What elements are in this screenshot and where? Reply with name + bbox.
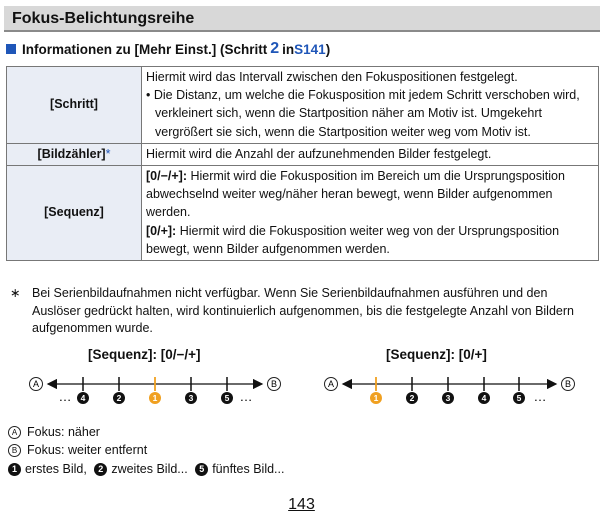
tick-number: 3 (445, 393, 451, 403)
end-b-letter: B (564, 379, 572, 389)
tick-number: 1 (373, 393, 379, 403)
row-key: [Schritt] (7, 67, 142, 144)
page-number: 143 (288, 496, 315, 513)
subheading-mid: in (282, 41, 295, 57)
circle-b-icon: B (8, 444, 21, 457)
subheading-prefix: Informationen zu [Mehr Einst.] (Schritt (22, 41, 268, 57)
tick-number: 3 (188, 393, 194, 403)
tick-number: 1 (152, 393, 158, 403)
blue-square-icon (6, 44, 16, 54)
number-2-icon: 2 (94, 463, 107, 476)
legend-numbers (8, 462, 284, 476)
diagram-label-right: [Sequenz]: [0/+] (386, 347, 487, 362)
footnote-text: Bei Serienbildaufnahmen nicht verfügbar. Wenn Sie Serienbildaufnahmen ausführen und den Auslöser gedrückt halten, wird kontinuierlich aufgenommen, bis die festgelegte Anzahl von Bildern aufgenommen wurde. (32, 286, 574, 335)
end-a-letter: A (327, 379, 335, 389)
end-b-letter: B (270, 379, 278, 389)
ellipsis: … (58, 389, 72, 404)
row-key: [Sequenz] (7, 166, 142, 261)
row-line: Hiermit wird das Intervall zwischen den Fokuspositionen festgelegt. (146, 70, 518, 84)
ellipsis-trailing: … (239, 389, 253, 404)
legend-a-text: Fokus: näher (27, 425, 100, 439)
tick-number: 4 (80, 393, 86, 403)
legend-item-b (8, 443, 147, 457)
table-row (7, 67, 599, 144)
number-5-icon: 5 (195, 463, 208, 476)
circle-a-icon: A (8, 426, 21, 439)
diagram-label-left: [Sequenz]: [0/−/+] (88, 347, 201, 362)
tick-number: 2 (116, 393, 122, 403)
tick-number: 2 (409, 393, 415, 403)
section-subheading (6, 40, 330, 58)
tick-number: 5 (516, 393, 522, 403)
footnote-mark: ∗ (10, 286, 21, 300)
diagram-right (325, 377, 575, 404)
row-value (142, 143, 599, 165)
row-value (142, 67, 599, 144)
row-key: [Bildzähler]* (7, 143, 142, 165)
legend-n1-text: erstes Bild, (25, 462, 91, 476)
row-line: Hiermit wird die Anzahl der aufzunehmenden Bilder festgelegt. (146, 146, 492, 161)
legend-n5-text: fünftes Bild... (212, 462, 285, 476)
end-a-letter: A (32, 379, 40, 389)
settings-table (6, 66, 599, 261)
subheading-step: 2 (270, 40, 280, 57)
focus-sequence-diagrams (0, 368, 603, 412)
legend-n2-text: zweites Bild... (111, 462, 192, 476)
number-1-icon: 1 (8, 463, 21, 476)
legend-item-a (8, 425, 100, 439)
tick-number: 5 (224, 393, 230, 403)
sequence-item: [0/+]: Hiermit wird die Fokusposition weiter weg von der Ursprungsposition bewegt, wenn Bilder aufgenommen werden. (146, 223, 560, 256)
ellipsis-trailing: … (533, 389, 547, 404)
row-value (142, 166, 599, 261)
footnote (10, 285, 595, 338)
diagram-left (30, 377, 281, 404)
legend-b-text: Fokus: weiter entfernt (27, 443, 148, 457)
subheading-suffix: ) (325, 41, 331, 57)
row-bullet: • Die Distanz, um welche die Fokusposition mit jedem Schritt verschoben wird, verkleinert sich, wenn die Startposition näher am Motiv ist. Umgekehrt vergrößert sie sich, wenn die Startposition weiter weg vom Motiv ist. (146, 88, 580, 139)
asterisk-mark: * (105, 146, 111, 161)
page-title: Fokus-Belichtungsreihe (4, 6, 600, 32)
page-link[interactable]: S141 (294, 41, 326, 57)
table-row (7, 166, 599, 261)
table-row (7, 143, 599, 165)
sequence-item: [0/−/+]: Hiermit wird die Fokusposition im Bereich um die Ursprungsposition abwechselnd weiter weg/näher heran bewegt, wenn Bilder aufgenommen werden. (146, 169, 565, 220)
tick-number: 4 (481, 393, 487, 403)
